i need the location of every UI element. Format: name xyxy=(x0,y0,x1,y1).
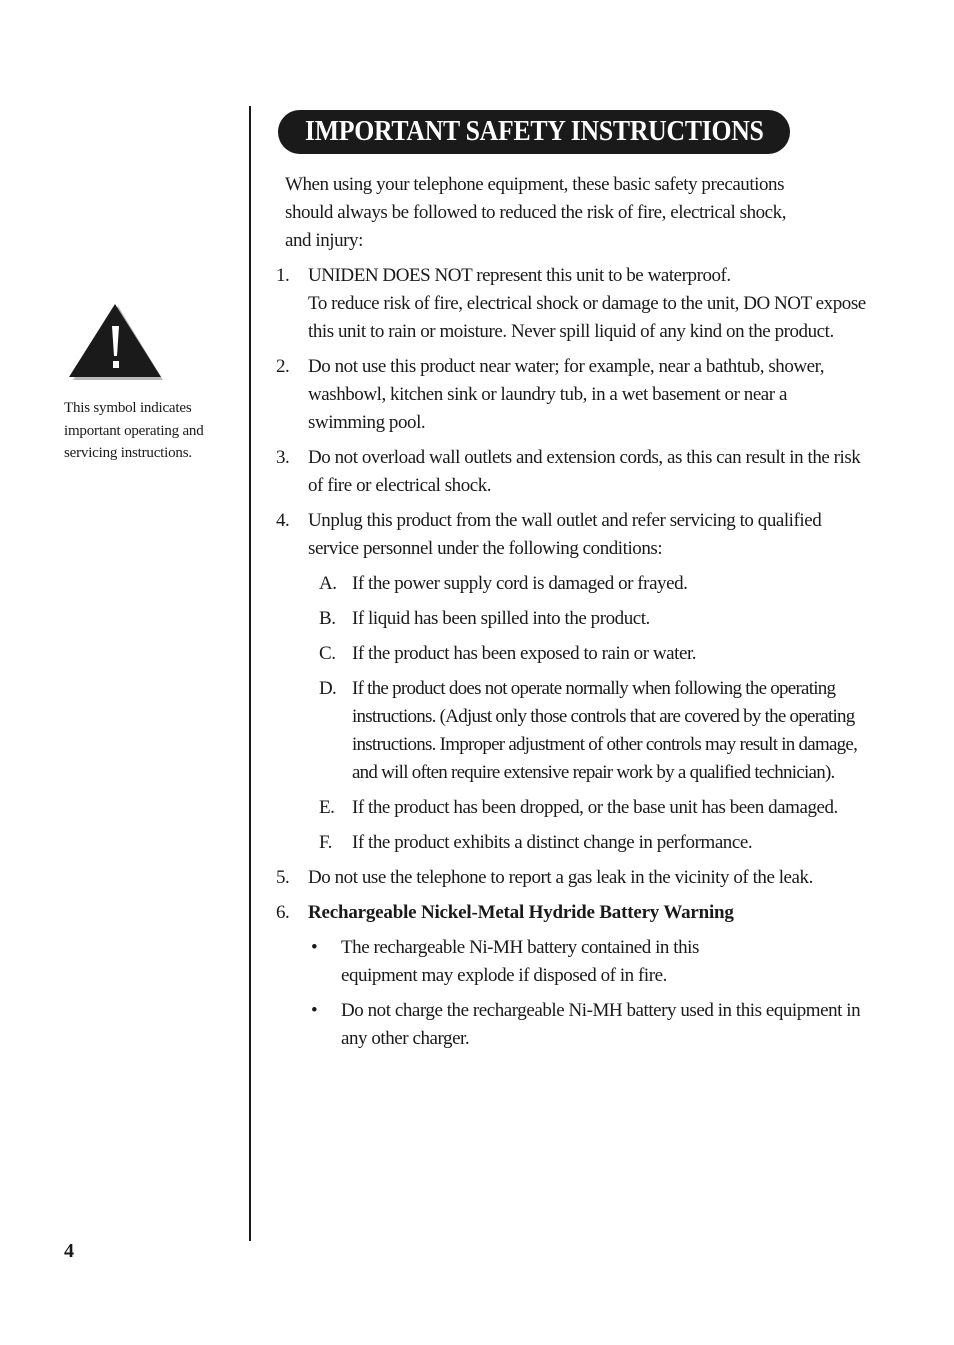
sub-item-b xyxy=(276,605,894,633)
caption-line: This symbol indicates xyxy=(64,400,192,416)
item-line: swimming pool. xyxy=(308,412,426,433)
sub-item-letter: D. xyxy=(319,678,336,699)
bullet-line: any other charger. xyxy=(341,1028,470,1049)
sub-item-line: instructions. (Adjust only those controls that are covered by the operating xyxy=(352,706,855,727)
item-number: 5. xyxy=(276,867,290,888)
sub-item-letter: F. xyxy=(319,832,332,853)
sub-item-c xyxy=(276,640,894,668)
page-title: IMPORTANT SAFETY INSTRUCTIONS xyxy=(304,116,764,147)
title-banner xyxy=(278,110,790,154)
page-number: 4 xyxy=(64,1240,74,1262)
intro-paragraph xyxy=(285,171,825,255)
sub-item-line: If liquid has been spilled into the product. xyxy=(352,608,650,629)
item-number: 1. xyxy=(276,265,290,286)
sub-item-f xyxy=(276,829,894,857)
bullet-item xyxy=(276,934,894,990)
item-line: service personnel under the following conditions: xyxy=(308,538,663,559)
sub-item-line: If the power supply cord is damaged or frayed. xyxy=(352,573,688,594)
sub-item-e xyxy=(276,794,894,822)
caption-line: servicing instructions. xyxy=(64,445,192,461)
bullet-mark: • xyxy=(311,1000,318,1021)
warning-triangle-icon xyxy=(64,304,164,380)
item-number: 4. xyxy=(276,510,290,531)
bullet-mark: • xyxy=(311,937,318,958)
item-line: Unplug this product from the wall outlet and refer servicing to qualified xyxy=(308,510,822,531)
sub-item-line: instructions. Improper adjustment of other controls may result in damage, xyxy=(352,734,858,755)
vertical-divider xyxy=(249,106,251,1241)
sub-item-letter: A. xyxy=(319,573,337,594)
bullet-item xyxy=(276,997,894,1053)
bullet-line: Do not charge the rechargeable Ni-MH battery used in this equipment in xyxy=(341,1000,861,1021)
sub-item-line: If the product has been exposed to rain or water. xyxy=(352,643,697,664)
list-item-4 xyxy=(276,507,894,563)
sub-item-letter: B. xyxy=(319,608,336,629)
caption-line: important operating and xyxy=(64,422,204,439)
bullet-line: The rechargeable Ni-MH battery contained in this xyxy=(341,937,699,958)
sub-item-letter: E. xyxy=(319,797,335,818)
bullet-line: equipment may explode if disposed of in fire. xyxy=(341,965,667,986)
item-line: Do not use this product near water; for example, near a bathtub, shower, xyxy=(308,356,825,377)
list-item-3 xyxy=(276,444,894,500)
item-line: UNIDEN DOES NOT represent this unit to be waterproof. xyxy=(308,265,731,286)
sub-item-line: and will often require extensive repair work by a qualified technician). xyxy=(352,762,835,783)
intro-line: and injury: xyxy=(285,230,363,251)
sub-item-a xyxy=(276,570,894,598)
intro-line: should always be followed to reduced the risk of fire, electrical shock, xyxy=(285,202,787,223)
item-number: 3. xyxy=(276,447,290,468)
item-number: 2. xyxy=(276,356,290,377)
instructions-list xyxy=(276,262,894,1060)
item-line: Do not use the telephone to report a gas leak in the vicinity of the leak. xyxy=(308,867,813,888)
item-line: of fire or electrical shock. xyxy=(308,475,492,496)
list-item-6 xyxy=(276,899,894,927)
battery-warning-heading: Rechargeable Nickel-Metal Hydride Battery Warning xyxy=(308,902,734,923)
item-line: To reduce risk of fire, electrical shock or damage to the unit, DO NOT expose xyxy=(308,293,866,314)
intro-line: When using your telephone equipment, these basic safety precautions xyxy=(285,174,785,195)
sub-item-letter: C. xyxy=(319,643,336,664)
sub-item-line: If the product does not operate normally when following the operating xyxy=(352,678,836,699)
item-number: 6. xyxy=(276,902,290,923)
sub-item-d xyxy=(276,675,894,787)
list-item-2 xyxy=(276,353,894,437)
list-item-1 xyxy=(276,262,894,346)
item-line: washbowl, kitchen sink or laundry tub, in a wet basement or near a xyxy=(308,384,787,405)
item-line: this unit to rain or moisture. Never spill liquid of any kind on the product. xyxy=(308,321,834,342)
symbol-caption xyxy=(64,397,229,465)
list-item-5 xyxy=(276,864,894,892)
item-line: Do not overload wall outlets and extension cords, as this can result in the risk xyxy=(308,447,861,468)
sub-item-line: If the product has been dropped, or the base unit has been damaged. xyxy=(352,797,838,818)
sub-item-line: If the product exhibits a distinct change in performance. xyxy=(352,832,753,853)
